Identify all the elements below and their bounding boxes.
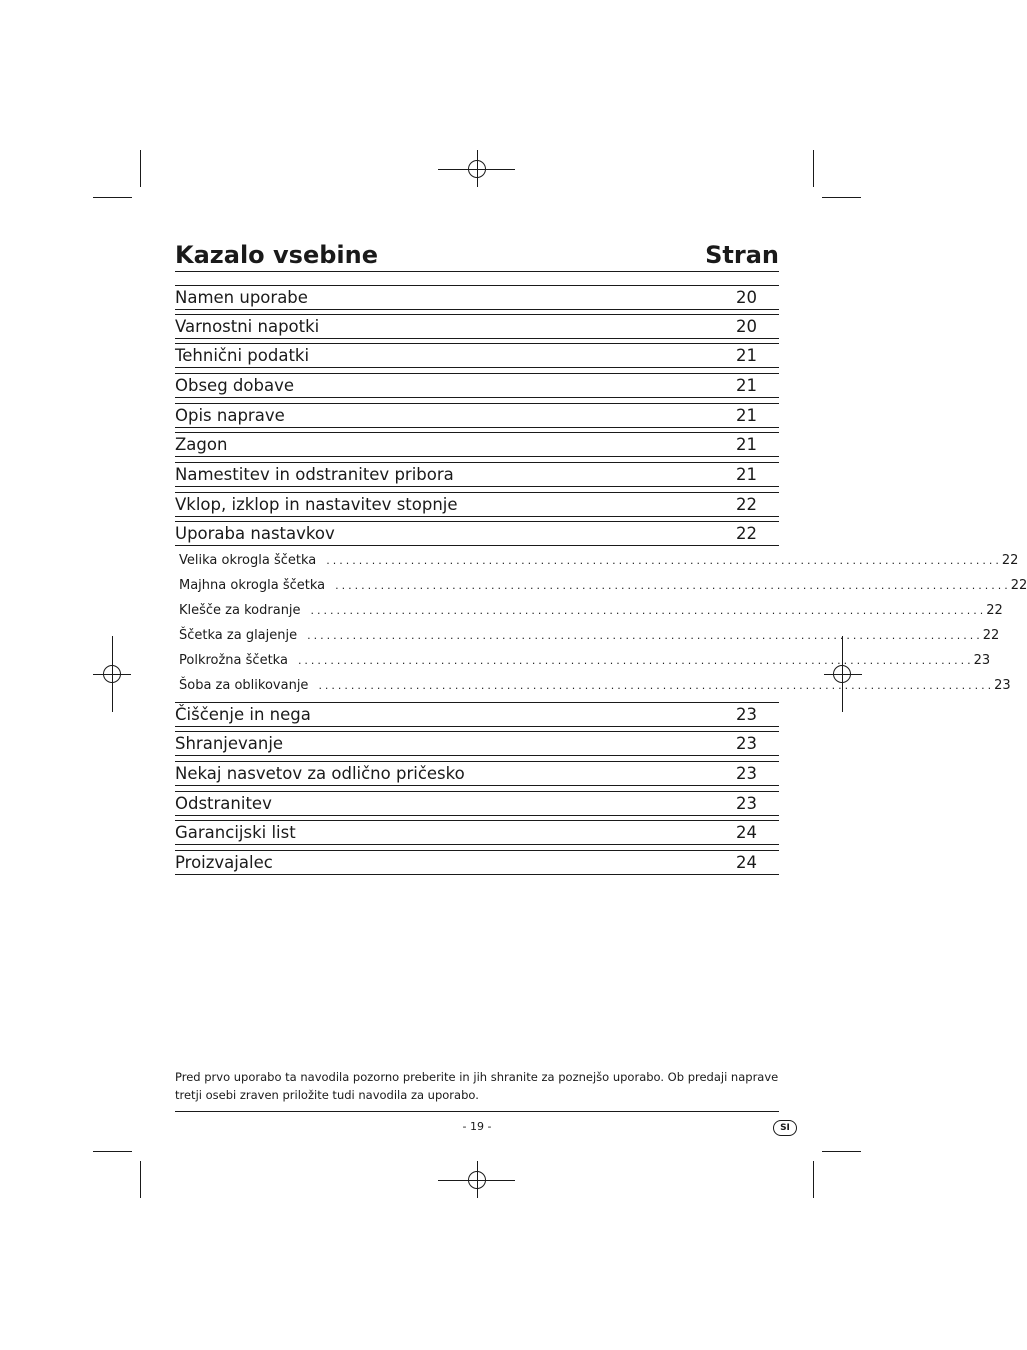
footnote: Pred prvo uporabo ta navodila pozorno preberite in jih shranite za poznejšo uporabo. Ob predaji naprave tretji osebi zraven priložite tudi navodila za uporabo.: [175, 1070, 779, 1102]
toc-subentry-page: 23: [994, 677, 1011, 693]
toc-entry[interactable]: [175, 343, 779, 368]
toc-subentry-title: Šoba za oblikovanje: [179, 677, 309, 693]
page-column-label: Stran: [705, 241, 779, 269]
toc-subentry-page: 22: [986, 602, 1003, 618]
toc-entry-title: Čiščenje in nega: [175, 705, 311, 724]
toc-entry-title: Proizvajalec: [175, 853, 273, 872]
toc-title: Kazalo vsebine: [175, 241, 379, 269]
toc-entry[interactable]: [175, 702, 779, 727]
toc-entry-title: Zagon: [175, 435, 228, 454]
toc-subentry-title: Polkrožna ščetka: [179, 652, 288, 668]
toc-entry-title: Garancijski list: [175, 823, 296, 842]
toc-entry[interactable]: [175, 820, 779, 845]
toc-subentry-page: 22: [1001, 552, 1019, 568]
toc-entry-title: Shranjevanje: [175, 734, 284, 753]
toc-entry[interactable]: [175, 462, 779, 487]
toc-entry-page: 23: [736, 734, 757, 753]
toc-entry-page: 20: [736, 288, 757, 307]
toc-entry-page: 22: [736, 524, 757, 543]
toc-entry[interactable]: [175, 285, 779, 310]
toc-subentry-page: 23: [973, 652, 991, 668]
toc-subentry-page: 22: [982, 627, 1000, 643]
dot-leader: ........................................................................................................: [326, 553, 1002, 567]
toc-entry-title: Tehnični podatki: [175, 346, 310, 365]
toc-entry-page: 21: [736, 376, 757, 395]
toc-subentry-title: Velika okrogla ščetka: [179, 552, 317, 568]
dot-leader: ........................................................................................................: [318, 678, 995, 692]
toc-subentry-title: Majhna okrogla ščetka: [179, 577, 326, 593]
toc-entry[interactable]: [175, 403, 779, 428]
toc-entry-title: Vklop, izklop in nastavitev stopnje: [175, 495, 458, 514]
toc-entry[interactable]: [175, 850, 779, 875]
toc-entry-title: Obseg dobave: [175, 376, 294, 395]
toc-entry-title: Uporaba nastavkov: [175, 524, 335, 543]
toc-entry[interactable]: [175, 314, 779, 339]
toc-entry[interactable]: [175, 373, 779, 398]
toc-header: [175, 242, 779, 272]
footer-divider: [175, 1111, 779, 1112]
toc-entry-page: 23: [736, 705, 757, 724]
toc-entry-page: 21: [736, 465, 757, 484]
toc-entry[interactable]: [175, 492, 779, 517]
toc-entry[interactable]: [175, 731, 779, 756]
toc-entry-page: 24: [736, 823, 757, 842]
toc-entry-title: Namen uporabe: [175, 288, 308, 307]
dot-leader: ........................................................................................................: [297, 653, 974, 667]
toc-subentry-page: 22: [1010, 577, 1027, 593]
toc-subentry[interactable]: [179, 601, 1003, 619]
page-number: - 19 -: [462, 1120, 492, 1133]
dot-leader: ........................................................................................................: [335, 578, 1011, 592]
toc-subentry-title: Klešče za kodranje: [179, 602, 301, 618]
language-badge: SI: [773, 1120, 797, 1136]
toc-entry-page: 23: [736, 764, 757, 783]
toc-entry-title: Opis naprave: [175, 406, 285, 425]
toc-subentry[interactable]: [179, 551, 1019, 569]
toc-subentry[interactable]: [179, 676, 1011, 694]
toc-entry-page: 21: [736, 406, 757, 425]
toc-entry[interactable]: [175, 432, 779, 457]
toc-entry-page: 20: [736, 317, 757, 336]
toc-entry-page: 21: [736, 435, 757, 454]
toc-entry[interactable]: [175, 791, 779, 816]
dot-leader: ........................................................................................................: [310, 603, 987, 617]
toc-entry-page: 21: [736, 346, 757, 365]
toc-subentry[interactable]: [179, 626, 1000, 644]
toc-entry-page: 22: [736, 495, 757, 514]
toc-entry-title: Namestitev in odstranitev pribora: [175, 465, 454, 484]
toc-entry-title: Varnostni napotki: [175, 317, 320, 336]
toc-subentry[interactable]: [179, 576, 1027, 594]
toc-entry-title: Nekaj nasvetov za odlično pričesko: [175, 764, 465, 783]
toc-entry[interactable]: [175, 761, 779, 786]
toc-subentry-title: Ščetka za glajenje: [179, 627, 298, 643]
toc-entry[interactable]: [175, 521, 779, 546]
toc-entry-title: Odstranitev: [175, 794, 272, 813]
toc-subentry[interactable]: [179, 651, 991, 669]
toc-entry-page: 23: [736, 794, 757, 813]
toc-entry-page: 24: [736, 853, 757, 872]
dot-leader: ........................................................................................................: [307, 628, 983, 642]
